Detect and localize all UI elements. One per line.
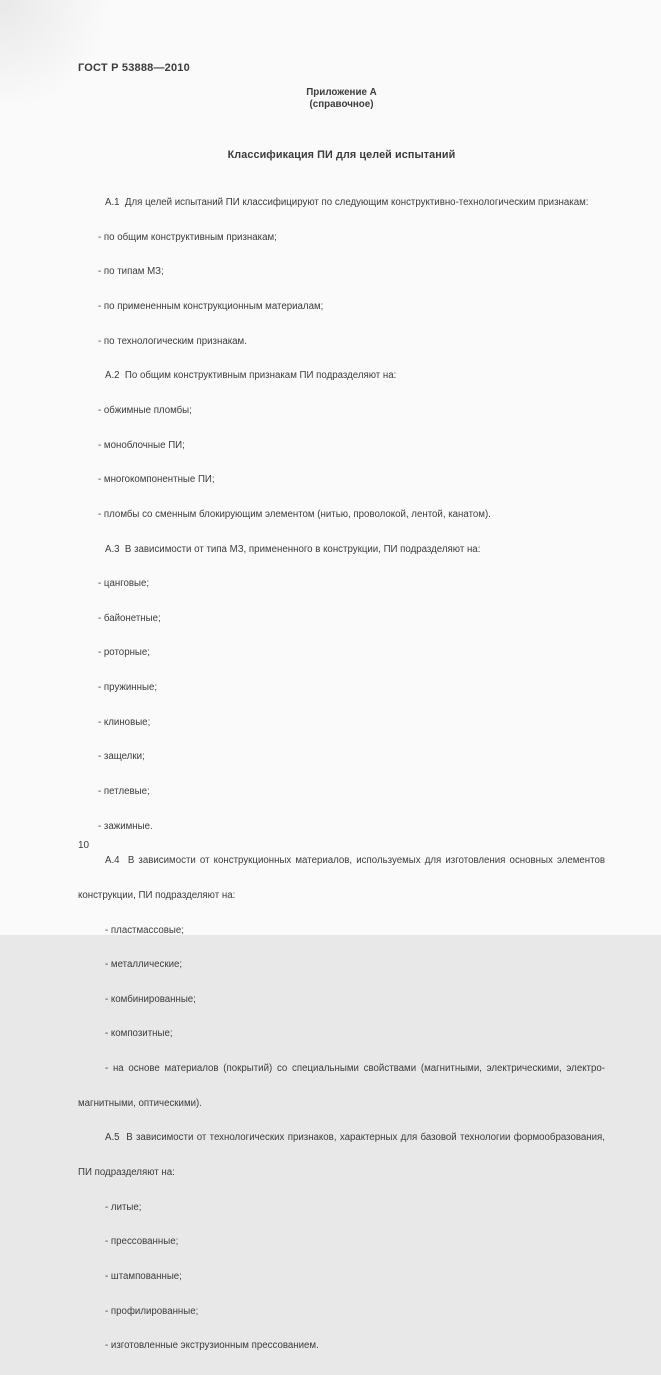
body-line: - композитные; [105, 1028, 173, 1040]
body-line: - цанговые; [98, 578, 150, 590]
body-line: А.2 По общим конструктивным признакам ПИ подразделяют на: [105, 370, 397, 382]
body-line: А.5 В зависимости от технологических признаков, характерных для базовой технологии формообразования, [105, 1132, 605, 1144]
body-line: А.4 В зависимости от конструкционных материалов, используемых для изготовления основных элементов [105, 855, 605, 867]
body-line: - по общим конструктивным признакам; [98, 231, 277, 243]
body-line: конструкции, ПИ подразделяют на: [78, 889, 236, 901]
body-line: - защелки; [98, 751, 145, 763]
page-number: 10 [78, 840, 90, 851]
body-line: - по типам МЗ; [98, 266, 164, 278]
body-line: - на основе материалов (покрытий) со специальными свойствами (магнитными, электрическими, электро- [105, 1063, 605, 1075]
body-line: - по технологическим признакам. [98, 335, 247, 347]
body-line: - клиновые; [98, 716, 151, 728]
body-line: - роторные; [98, 647, 150, 659]
gost-designation: ГОСТ Р 53888—2010 [78, 62, 190, 74]
annex-block [78, 87, 605, 111]
body-line: - штампованные; [105, 1270, 182, 1282]
body-line: - литые; [105, 1201, 142, 1213]
body-line: - по примененным конструкционным материалам; [98, 301, 324, 313]
body-line: - профилированные; [105, 1305, 199, 1317]
annex-note: (справочное) [309, 99, 374, 110]
body-line: - изготовленные экструзионным прессованием. [105, 1340, 319, 1352]
body-line: - комбинированные; [105, 993, 196, 1005]
body-line: - прессованные; [105, 1236, 179, 1248]
body-line: - пломбы со сменным блокирующим элементом (нитью, проволокой, лентой, канатом). [98, 508, 491, 520]
body-line: - пружинные; [98, 682, 158, 694]
document-body [78, 174, 605, 1375]
body-line: - металлические; [105, 959, 183, 971]
body-line: - многокомпонентные ПИ; [98, 474, 215, 486]
body-line: - зажимные. [98, 820, 153, 832]
body-line: А.3 В зависимости от типа МЗ, примененного в конструкции, ПИ подразделяют на: [105, 543, 481, 555]
body-line: - моноблочные ПИ; [98, 439, 185, 451]
body-line: - байонетные; [98, 612, 161, 624]
body-line: - петлевые; [98, 785, 150, 797]
body-line: - обжимные пломбы; [98, 404, 192, 416]
body-line: ПИ подразделяют на: [78, 1167, 175, 1179]
document-title: Классификация ПИ для целей испытаний [227, 149, 456, 161]
body-line: магнитными, оптическими). [78, 1097, 202, 1109]
body-line: А.1 Для целей испытаний ПИ классифицируют по следующим конструктивно-технологическим признакам: [105, 197, 589, 209]
body-line: - пластмассовые; [105, 924, 184, 936]
annex-label: Приложение А [306, 87, 377, 98]
